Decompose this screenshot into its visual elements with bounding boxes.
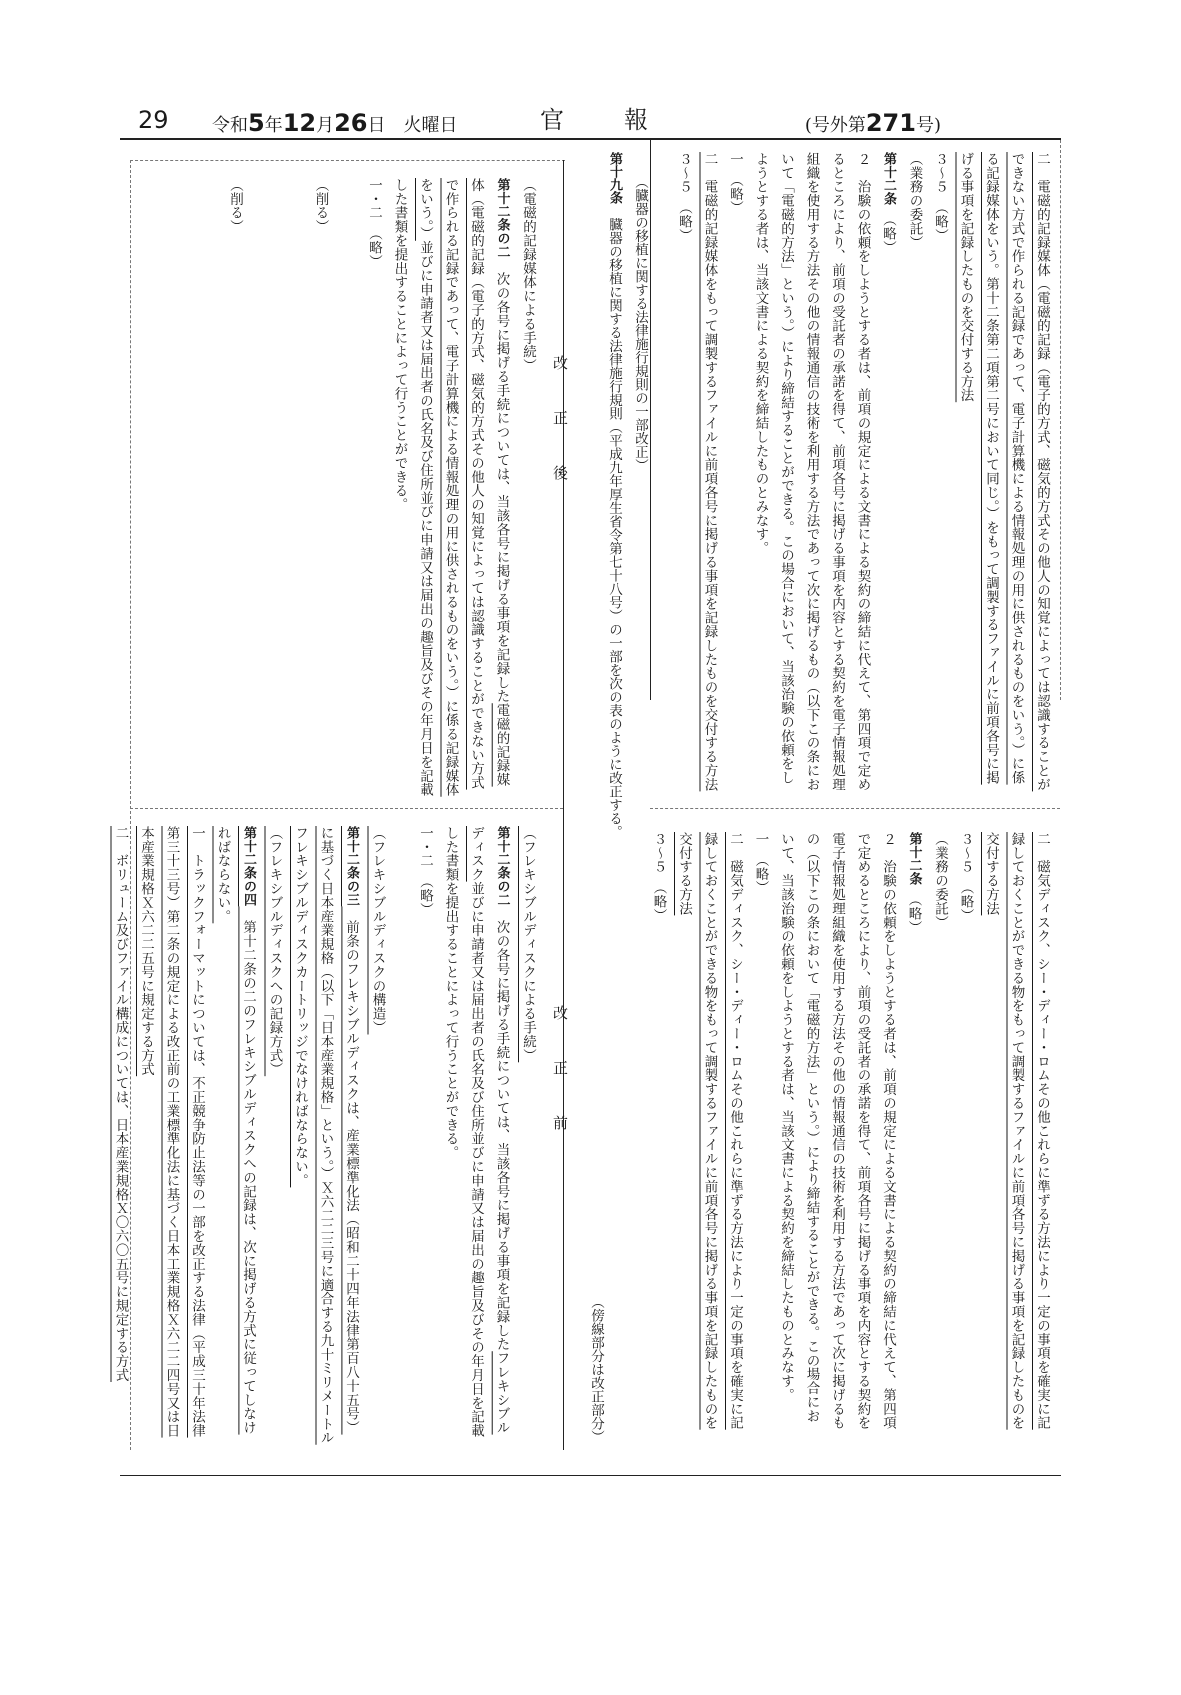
lower-before-column: （フレキシブルディスクによる手続） 第十二条の二 次の各号に掲げる手続については、当該各号に掲げる事項を記録したフレキシブルディスク並びに申請者又は届出者の氏名及び住所並びに申請又は届出の趣旨及びその年月日を記載した書類を提出することによって行うことができる。 一・二 （略） （フレキシブルディスクの構造） 第十二条の三 前条のフレキシブルディスクは、産業標準化法（昭和二十四年法律第百八十五号）に基づく日本産業規格（以下「日本産業規格」という。）Ｘ六二二三号に適合する九十ミリメートルフレキシブルディスクカートリッジでなければならない。 （フレキシブルディスクへの記録方式） 第十二条の四 第十二条の二のフレキシブルディスクへの記録は、次に掲げる方式に従ってしなければならない。 一 トラックフォーマットについては、不正競争防止法等の一部を改正する法律（平成三十年法律第三十三号）第二条の規定による改正前の工業標準化法に基づく日本工業規格Ｘ六二二四号又は日本産業規格Ｘ六二二五号に規定する方式 二 ボリューム及びファイル構成については、日本産業規格Ｘ〇六〇五号に規定する方式 bbox=[112, 826, 536, 1445]
changes-note: （傍線部分は改正部分） bbox=[588, 1295, 604, 1444]
page-header bbox=[120, 100, 1061, 140]
issue-number: (号外第271号) bbox=[804, 109, 941, 137]
issue-date: 令和5年12月26日 火曜日 bbox=[212, 109, 458, 137]
lower-after-column: （電磁的記録媒体による手続） 第十二条の二 次の各号に掲げる手続については、当該各号に掲げる事項を記録した電磁的記録媒体（電磁的記録（電子的方式、磁気的方式その他人の知覚によっては認識することができない方式で作られる記録であって、電子計算機による情報処理の用に供されるものをいう。）に係る記録媒体をいう。）並びに申請者又は届出者の氏名及び住所並びに申請又は届出の趣旨及びその年月日を記載した書類を提出することによって行うことができる。 一・二 （略） （削る） （削る） bbox=[227, 178, 536, 797]
article-19-caption: （臓器の移植に関する法律施行規則の一部改正） bbox=[632, 175, 648, 472]
lower-table-divider bbox=[130, 808, 563, 809]
upper-table-divider bbox=[650, 808, 1060, 809]
lower-after-heading: 改正後 bbox=[551, 355, 569, 520]
article-19-text: 第十九条 臓器の移植に関する法律施行規則（平成九年厚生省令第七十八号）の一部を次の表のように改正する。 bbox=[606, 152, 622, 839]
header-rule bbox=[120, 138, 1061, 140]
lower-table-mid-rule bbox=[563, 160, 564, 1450]
upper-before-column: 二 磁気ディスク、シー・ディー・ロムその他これらに準ずる方法により一定の事項を確実に記録しておくことができる物をもって調製するファイルに前項各号に掲げる事項を記録したものを交付する方法 ３〜５ （略） （業務の委託） 第十二条 （略） ２ 治験の依頼をしようとする者は、前項の規定による文書による契約の締結に代えて、第四項で定めるところにより、前項の受託者の承諾を得て、前項各号に掲げる事項を内容とする契約を電子情報処理組織を使用する方法その他の情報通信の技術を利用する方法であって次に掲げるもの（以下この条において「電磁的方法」という。）により締結することができる。この場合において、当該治験の依頼をしようとする者は、当該文書による契約を締結したものとみなす。 一 （略） 二 磁気ディスク、シー・ディー・ロムその他これらに準ずる方法により一定の事項を確実に記録しておくことができる物をもって調製するファイルに前項各号に掲げる事項を記録したものを交付する方法 ３〜５ （略） bbox=[650, 832, 1050, 1430]
lower-table-left-edge bbox=[130, 160, 131, 1450]
upper-after-column: 二 電磁的記録媒体（電磁的記録（電子的方式、磁気的方式その他人の知覚によっては認識することができない方式で作られる記録であって、電子計算機による情報処理の用に供されるものをいう。）に係る記録媒体をいう。第十二条第二項第二号において同じ。）をもって調製するファイルに前項各号に掲げる事項を記録したものを交付する方法 ３〜５ （略） （業務の委託） 第十二条 （略） ２ 治験の依頼をしようとする者は、前項の規定による文書による契約の締結に代えて、第四項で定めるところにより、前項の受託者の承諾を得て、前項各号に掲げる事項を内容とする契約を電子情報処理組織を使用する方法その他の情報通信の技術を利用する方法であって次に掲げるもの（以下この条において「電磁的方法」という。）により締結することができる。この場合において、当該治験の依頼をしようとする者は、当該文書による契約を締結したものとみなす。 一 （略） 二 電磁的記録媒体をもって調製するファイルに前項各号に掲げる事項を記録したものを交付する方法 ３〜５ （略） bbox=[676, 152, 1050, 792]
lower-before-heading: 改正前 bbox=[551, 1005, 569, 1170]
lower-table-top bbox=[130, 160, 565, 161]
footer-rule bbox=[120, 1475, 1061, 1476]
upper-table-right-edge bbox=[1060, 140, 1061, 700]
page-number: 29 bbox=[138, 106, 169, 134]
upper-table-mid-rule bbox=[650, 140, 651, 700]
publication-title: 官報 bbox=[540, 106, 708, 134]
